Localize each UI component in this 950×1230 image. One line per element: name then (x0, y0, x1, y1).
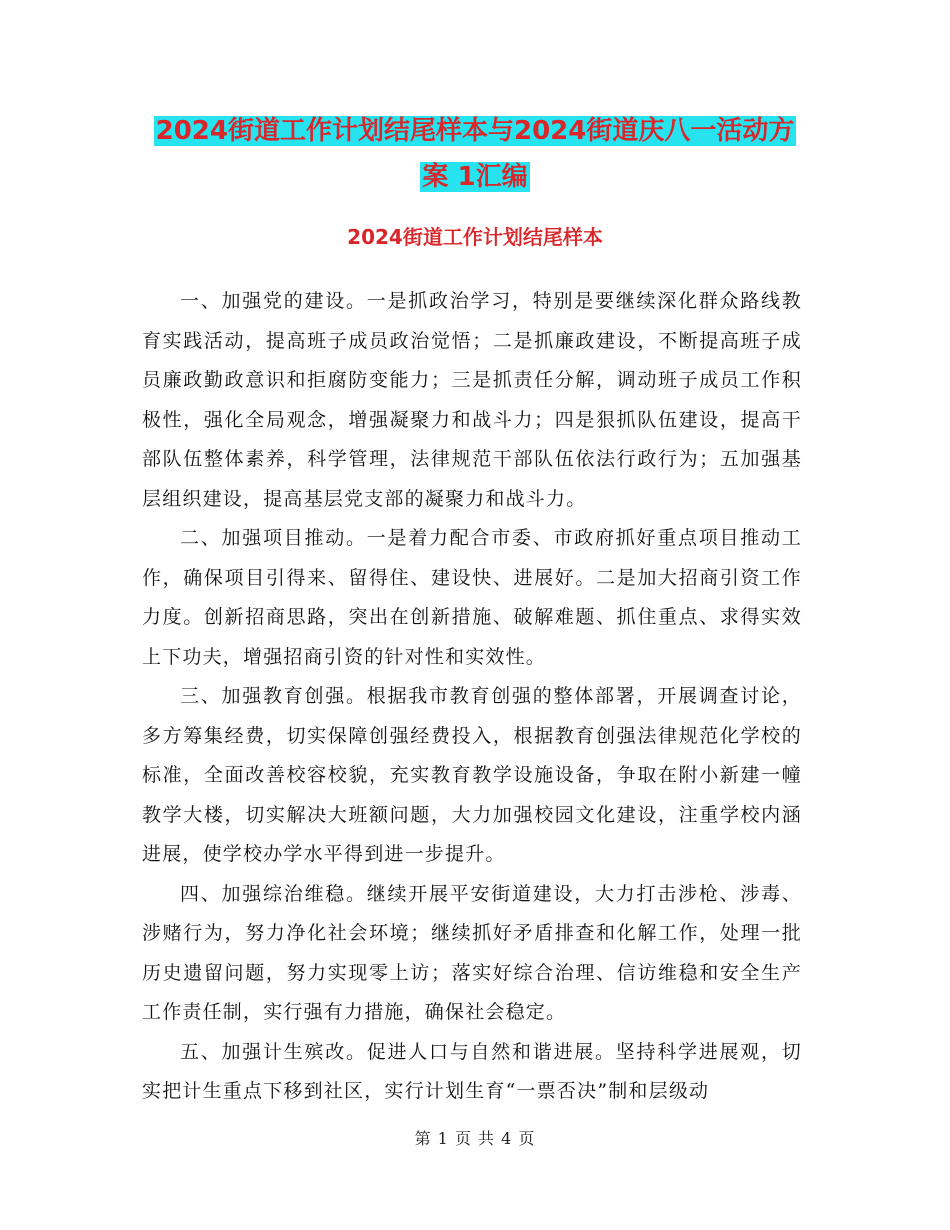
section-title: 2024街道工作计划结尾样本 (347, 225, 603, 249)
paragraph-1: 一、加强党的建设。一是抓政治学习，特别是要继续深化群众路线教育实践活动，提高班子成员政治觉悟；二是抓廉政建设，不断提高班子成员廉政勤政意识和拒腐防变能力；三是抓责任分解，调动班子成员工作积极性，强化全局观念，增强凝聚力和战斗力；四是狠抓队伍建设，提高干部队伍整体素养，科学管理，法律规范干部队伍依法行政行为；五加强基层组织建设，提高基层党支部的凝聚力和战斗力。 (142, 290, 802, 510)
document-title-line2: 案 1汇编 (422, 162, 528, 192)
document-title-line1: 2024街道工作计划结尾样本与2024街道庆八一活动方 (155, 116, 795, 146)
paragraph-4: 四、加强综治维稳。继续开展平安街道建设，大力打击涉枪、涉毒、涉赌行为，努力净化社会环境；继续抓好矛盾排查和化解工作，处理一批历史遗留问题，努力实现零上访；落实好综合治理、信访维稳和安全生产工作责任制，实行强有力措施，确保社会稳定。 (142, 882, 802, 1023)
paragraph-3: 三、加强教育创强。根据我市教育创强的整体部署，开展调查讨论，多方筹集经费，切实保障创强经费投入，根据教育创强法律规范化学校的标准，全面改善校容校貌，充实教育教学设施设备，争取在附小新建一幢教学大楼，切实解决大班额问题，大力加强校园文化建设，注重学校内涵进展，使学校办学水平得到进一步提升。 (142, 685, 802, 865)
document-title (140, 108, 810, 200)
document-body (142, 282, 802, 1112)
paragraph-5: 五、加强计生殡改。促进人口与自然和谐进展。坚持科学进展观，切实把计生重点下移到社区，实行计划生育“一票否决”制和层级动 (142, 1040, 802, 1102)
paragraph-2: 二、加强项目推动。一是着力配合市委、市政府抓好重点项目推动工作，确保项目引得来、留得住、建设快、进展好。二是加大招商引资工作力度。创新招商思路，突出在创新措施、破解难题、抓住重点、求得实效上下功夫，增强招商引资的针对性和实效性。 (142, 527, 802, 668)
page-number-footer: 第 1 页 共 4 页 (414, 1129, 536, 1148)
